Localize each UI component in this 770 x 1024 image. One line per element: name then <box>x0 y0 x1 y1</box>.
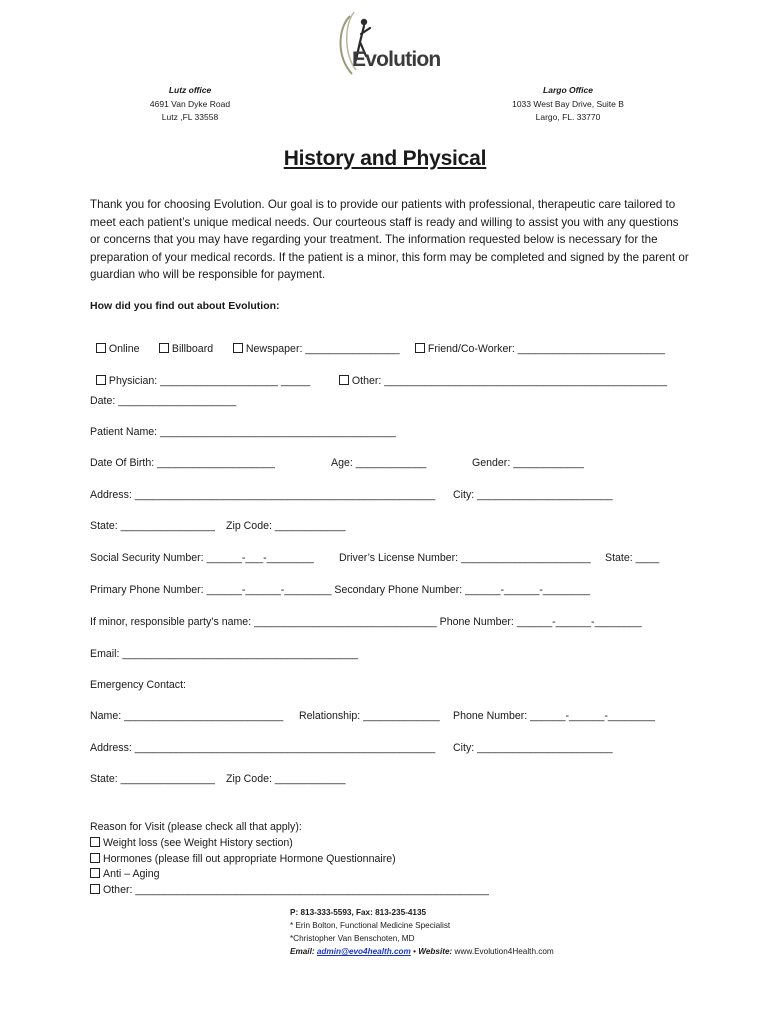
zip-field[interactable]: Zip Code: ____________ <box>226 520 346 532</box>
physician-field[interactable]: Physician: ____________________ _____ <box>108 375 311 387</box>
other-option <box>333 363 667 387</box>
page-title: History and Physical <box>283 147 487 170</box>
referral-row-1 <box>90 331 140 355</box>
footer-phone-fax: P: 813-333-5593, Fax: 813-235-4135 <box>290 908 427 917</box>
physician-checkbox[interactable] <box>96 375 106 385</box>
lutz-office-block <box>120 84 260 125</box>
largo-office-heading: Largo Office <box>543 85 593 95</box>
weight-loss-label: Weight loss (see Weight History section) <box>103 836 293 849</box>
largo-office-block <box>488 84 648 125</box>
reason-other-checkbox[interactable] <box>90 884 100 894</box>
reason-option-hormones <box>90 852 489 868</box>
hormones-checkbox[interactable] <box>90 853 100 863</box>
anti-aging-checkbox[interactable] <box>90 868 100 878</box>
footer-contact-line <box>290 945 554 958</box>
footer-website-label: Website: <box>418 947 453 956</box>
friend-field[interactable]: Friend/Co-Worker: _________________________ <box>427 343 666 355</box>
reason-option-other <box>90 883 489 899</box>
reason-other-field[interactable]: Other: ____________________________________________________________ <box>103 884 489 897</box>
weight-loss-checkbox[interactable] <box>90 837 100 847</box>
footer-website[interactable]: www.Evolution4Health.com <box>454 947 554 956</box>
reason-option-weight-loss <box>90 836 489 852</box>
email-field[interactable]: Email: ________________________________________ <box>90 648 359 660</box>
emergency-name-field[interactable]: Name: ___________________________ <box>90 710 284 722</box>
emergency-relationship-field[interactable]: Relationship: _____________ <box>299 710 440 722</box>
intro-paragraph: Thank you for choosing Evolution. Our goal is to provide our patients with professional, therapeutic care tailored to meet each patient’s unique medical needs. Our courteous staff is ready and willing to assist you with any questions or concerns that you may have regarding your treatment. The information requested below is necessary for the preparation of your medical records. If the patient is a minor, this form may be completed and signed by the parent or guardian who will be responsible for payment. <box>90 198 689 282</box>
newspaper-checkbox[interactable] <box>233 343 243 353</box>
emergency-state-field[interactable]: State: ________________ <box>90 773 215 785</box>
emergency-address-field[interactable]: Address: ___________________________________________________ <box>90 742 436 754</box>
svg-text:Evolution: Evolution <box>352 48 440 71</box>
reason-section <box>90 820 489 899</box>
billboard-option <box>153 331 213 355</box>
figure-swirl-logo-icon <box>330 8 440 86</box>
billboard-label: Billboard <box>171 343 214 355</box>
license-field[interactable]: Driver’s License Number: ______________________ <box>339 552 591 564</box>
footer-separator: • <box>410 947 419 956</box>
hormones-label: Hormones (please fill out appropriate Hormone Questionnaire) <box>103 852 396 865</box>
friend-checkbox[interactable] <box>415 343 425 353</box>
patient-name-field[interactable]: Patient Name: ________________________________________ <box>90 426 396 438</box>
gender-field[interactable]: Gender: ____________ <box>472 457 584 469</box>
reason-option-anti-aging <box>90 867 489 883</box>
city-field[interactable]: City: _______________________ <box>453 489 613 501</box>
dob-field[interactable]: Date Of Birth: ____________________ <box>90 457 275 469</box>
minor-responsible-field[interactable]: If minor, responsible party’s name: _______________________________ Phone Number: ______-______-________ <box>90 616 642 628</box>
emergency-contact-label: Emergency Contact: <box>90 679 186 691</box>
address-field[interactable]: Address: ___________________________________________________ <box>90 489 436 501</box>
other-field[interactable]: Other: ________________________________________________ <box>351 375 668 387</box>
online-checkbox[interactable] <box>96 343 106 353</box>
largo-office-street: 1033 West Bay Drive, Suite B <box>512 98 624 109</box>
physician-option <box>90 363 310 387</box>
reason-heading: Reason for Visit (please check all that apply): <box>90 821 302 833</box>
date-field[interactable]: Date: ____________________ <box>90 395 237 407</box>
lutz-office-street: 4691 Van Dyke Road <box>149 98 231 109</box>
newspaper-option <box>227 331 400 355</box>
lutz-office-heading: Lutz office <box>168 85 212 95</box>
phone-numbers-field[interactable]: Primary Phone Number: ______-______-________ Secondary Phone Number: ______-______-________ <box>90 584 591 596</box>
referral-question: How did you find out about Evolution: <box>90 300 280 312</box>
footer <box>290 906 554 958</box>
evolution-logo <box>330 8 440 86</box>
newspaper-field[interactable]: Newspaper: ________________ <box>245 343 400 355</box>
emergency-city-field[interactable]: City: _______________________ <box>453 742 613 754</box>
age-field[interactable]: Age: ____________ <box>331 457 427 469</box>
ssn-field[interactable]: Social Security Number: ______-___-________ <box>90 552 314 564</box>
footer-staff-2: *Christopher Van Benschoten, MD <box>290 934 415 943</box>
footer-email-label: Email: <box>290 947 315 956</box>
billboard-checkbox[interactable] <box>159 343 169 353</box>
online-label: Online <box>108 343 140 355</box>
emergency-phone-field[interactable]: Phone Number: ______-______-________ <box>453 710 656 722</box>
largo-office-city: Largo, FL. 33770 <box>535 112 601 122</box>
state-field[interactable]: State: ________________ <box>90 520 215 532</box>
footer-staff-1: * Erin Bolton, Functional Medicine Specialist <box>290 921 451 930</box>
emergency-zip-field[interactable]: Zip Code: ____________ <box>226 773 346 785</box>
other-checkbox[interactable] <box>339 375 349 385</box>
anti-aging-label: Anti – Aging <box>103 868 160 881</box>
friend-option <box>409 331 665 355</box>
lutz-office-city: Lutz ,FL 33558 <box>161 112 219 122</box>
footer-email-link[interactable]: admin@evo4health.com <box>316 947 411 956</box>
license-state-field[interactable]: State: ____ <box>605 552 660 564</box>
